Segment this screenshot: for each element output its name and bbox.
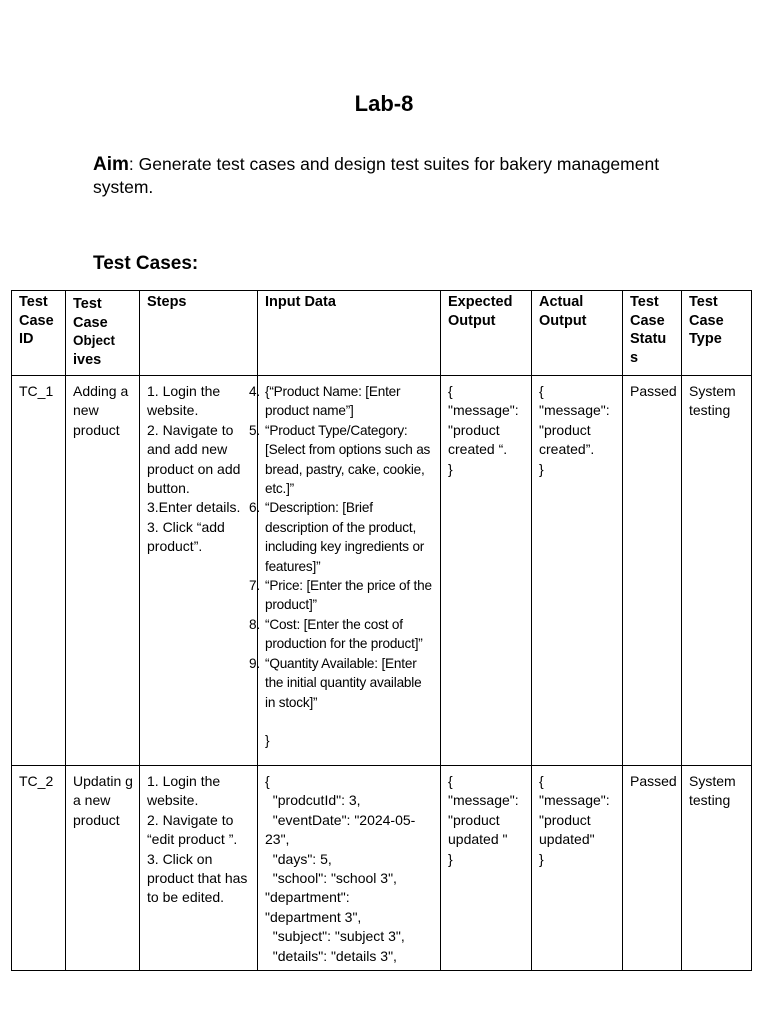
cell-status: Passed — [623, 376, 682, 766]
cell-expected-output — [441, 766, 532, 971]
cell-objective: Adding a new product — [66, 376, 140, 766]
input-line: "eventDate": "2024-05- — [265, 811, 416, 828]
input-item — [249, 382, 434, 421]
header-line: Case — [689, 312, 724, 329]
header-line: Test — [19, 294, 48, 310]
input-item-number: 7. — [249, 578, 260, 594]
output-line: { — [448, 773, 453, 789]
test-cases-heading: Test Cases: — [93, 253, 199, 274]
input-item-number: 6. — [249, 500, 260, 516]
input-item-text: “Price: [Enter the price of the product]” — [265, 578, 432, 613]
header-test-case-type — [682, 291, 752, 376]
cell-id: TC_2 — [12, 766, 66, 971]
cell-objective: Updatin g a new product — [66, 766, 140, 971]
cell-actual-output — [532, 766, 623, 971]
input-item — [249, 654, 434, 712]
output-line: { — [448, 383, 453, 399]
output-line: } — [448, 460, 453, 477]
header-line: Expected — [448, 294, 513, 310]
header-test-case-objectives — [66, 291, 140, 376]
input-item-text: “Product Type/Category: [Select from options such as bread, pastry, cake, cookie, etc.]” — [265, 422, 431, 497]
header-line: Test — [630, 294, 659, 310]
header-line: Type — [689, 331, 722, 347]
step-item: 2. Navigate to “edit product ”. — [147, 811, 238, 848]
cell-id: TC_1 — [12, 376, 66, 766]
input-line: "school": "school 3", — [265, 870, 397, 887]
table-row — [12, 766, 752, 971]
header-line: Case — [19, 312, 54, 329]
cell-steps — [140, 376, 258, 766]
output-line: "product — [539, 421, 591, 438]
output-line: "message": — [448, 402, 519, 419]
input-item — [249, 615, 434, 654]
header-line: Case — [73, 314, 108, 331]
test-cases-table — [11, 290, 752, 971]
header-test-case-id — [12, 291, 66, 376]
input-line: "details": "details 3", — [265, 947, 397, 964]
output-line: { — [539, 773, 544, 789]
input-item — [249, 576, 434, 615]
input-item-text: “Cost: [Enter the cost of production for the product]” — [265, 616, 423, 652]
aim-label: Aim — [93, 154, 129, 175]
header-line: Statu — [630, 331, 667, 347]
header-actual-output — [532, 291, 623, 376]
cell-type: System testing — [682, 376, 752, 766]
header-test-case-status — [623, 291, 682, 376]
input-list — [249, 382, 434, 712]
output-line: updated" — [539, 831, 595, 848]
output-line: "product — [448, 811, 500, 828]
cell-input-data — [258, 766, 441, 971]
cell-steps — [140, 766, 258, 971]
cell-input-data — [249, 376, 441, 766]
input-item-text: “Description: [Brief description of the product, including key ingredients or features]” — [265, 500, 425, 574]
input-item-number: 5. — [249, 422, 260, 438]
header-input-data: Input Data — [258, 291, 441, 376]
input-line: 23", — [265, 831, 290, 848]
header-line: Test — [73, 296, 102, 312]
cell-expected-output — [441, 376, 532, 766]
aim-text: : Generate test cases and design test suites for bakery management system. — [93, 154, 660, 197]
header-line: ives — [73, 351, 102, 368]
header-line: Test — [689, 294, 718, 310]
step-item: 1. Login the website. — [147, 383, 221, 419]
output-line: "product — [448, 421, 500, 438]
output-line: created”. — [539, 441, 595, 458]
header-line: Actual — [539, 294, 584, 310]
header-steps: Steps — [140, 291, 258, 376]
output-line: } — [448, 850, 453, 867]
input-line: "subject": "subject 3", — [265, 928, 405, 945]
table-header-row — [12, 291, 752, 376]
input-item — [249, 498, 434, 576]
input-line: "prodcutId": 3, — [265, 792, 361, 809]
output-line: "message": — [539, 402, 610, 419]
header-line: ID — [19, 331, 34, 347]
output-line: "message": — [539, 792, 610, 809]
input-item-number: 8. — [249, 616, 260, 632]
input-line: { — [265, 773, 270, 789]
input-line: "department 3", — [265, 908, 362, 925]
cell-actual-output — [532, 376, 623, 766]
cell-status: Passed — [623, 766, 682, 971]
input-line: "days": 5, — [265, 850, 332, 867]
table-row — [12, 376, 752, 766]
aim-statement — [93, 153, 713, 199]
step-item: 3. Click “add product”. — [147, 518, 225, 555]
step-item: 3. Click on product that has to be edited. — [147, 850, 248, 906]
header-line: s — [630, 349, 639, 366]
input-item-text: {“Product Name: [Enter product name”] — [265, 384, 401, 419]
output-line: } — [539, 460, 544, 477]
output-line: } — [539, 850, 544, 867]
output-line: "product — [539, 811, 591, 828]
output-line: updated " — [448, 831, 508, 848]
header-line: Output — [539, 312, 587, 329]
input-item-text: “Quantity Available: [Enter the initial quantity available in stock]” — [265, 655, 422, 710]
input-item — [249, 421, 434, 499]
output-line: "message": — [448, 792, 519, 809]
input-item-number: 9. — [249, 655, 260, 671]
input-close-brace: } — [265, 732, 270, 748]
output-line: created “. — [448, 441, 508, 458]
input-item-number: 4. — [249, 384, 260, 399]
header-line: Object — [73, 333, 116, 348]
header-line: Output — [448, 312, 496, 329]
step-item: 2. Navigate to and add new product on add button. — [147, 421, 241, 497]
step-item: 1. Login the website. — [147, 773, 221, 809]
input-line: "department": — [265, 889, 350, 906]
header-line: Case — [630, 312, 665, 329]
header-expected-output — [441, 291, 532, 376]
page-title: Lab-8 — [354, 91, 414, 116]
cell-type: System testing — [682, 766, 752, 971]
output-line: { — [539, 383, 544, 399]
step-item: 3.Enter details. — [147, 499, 241, 516]
